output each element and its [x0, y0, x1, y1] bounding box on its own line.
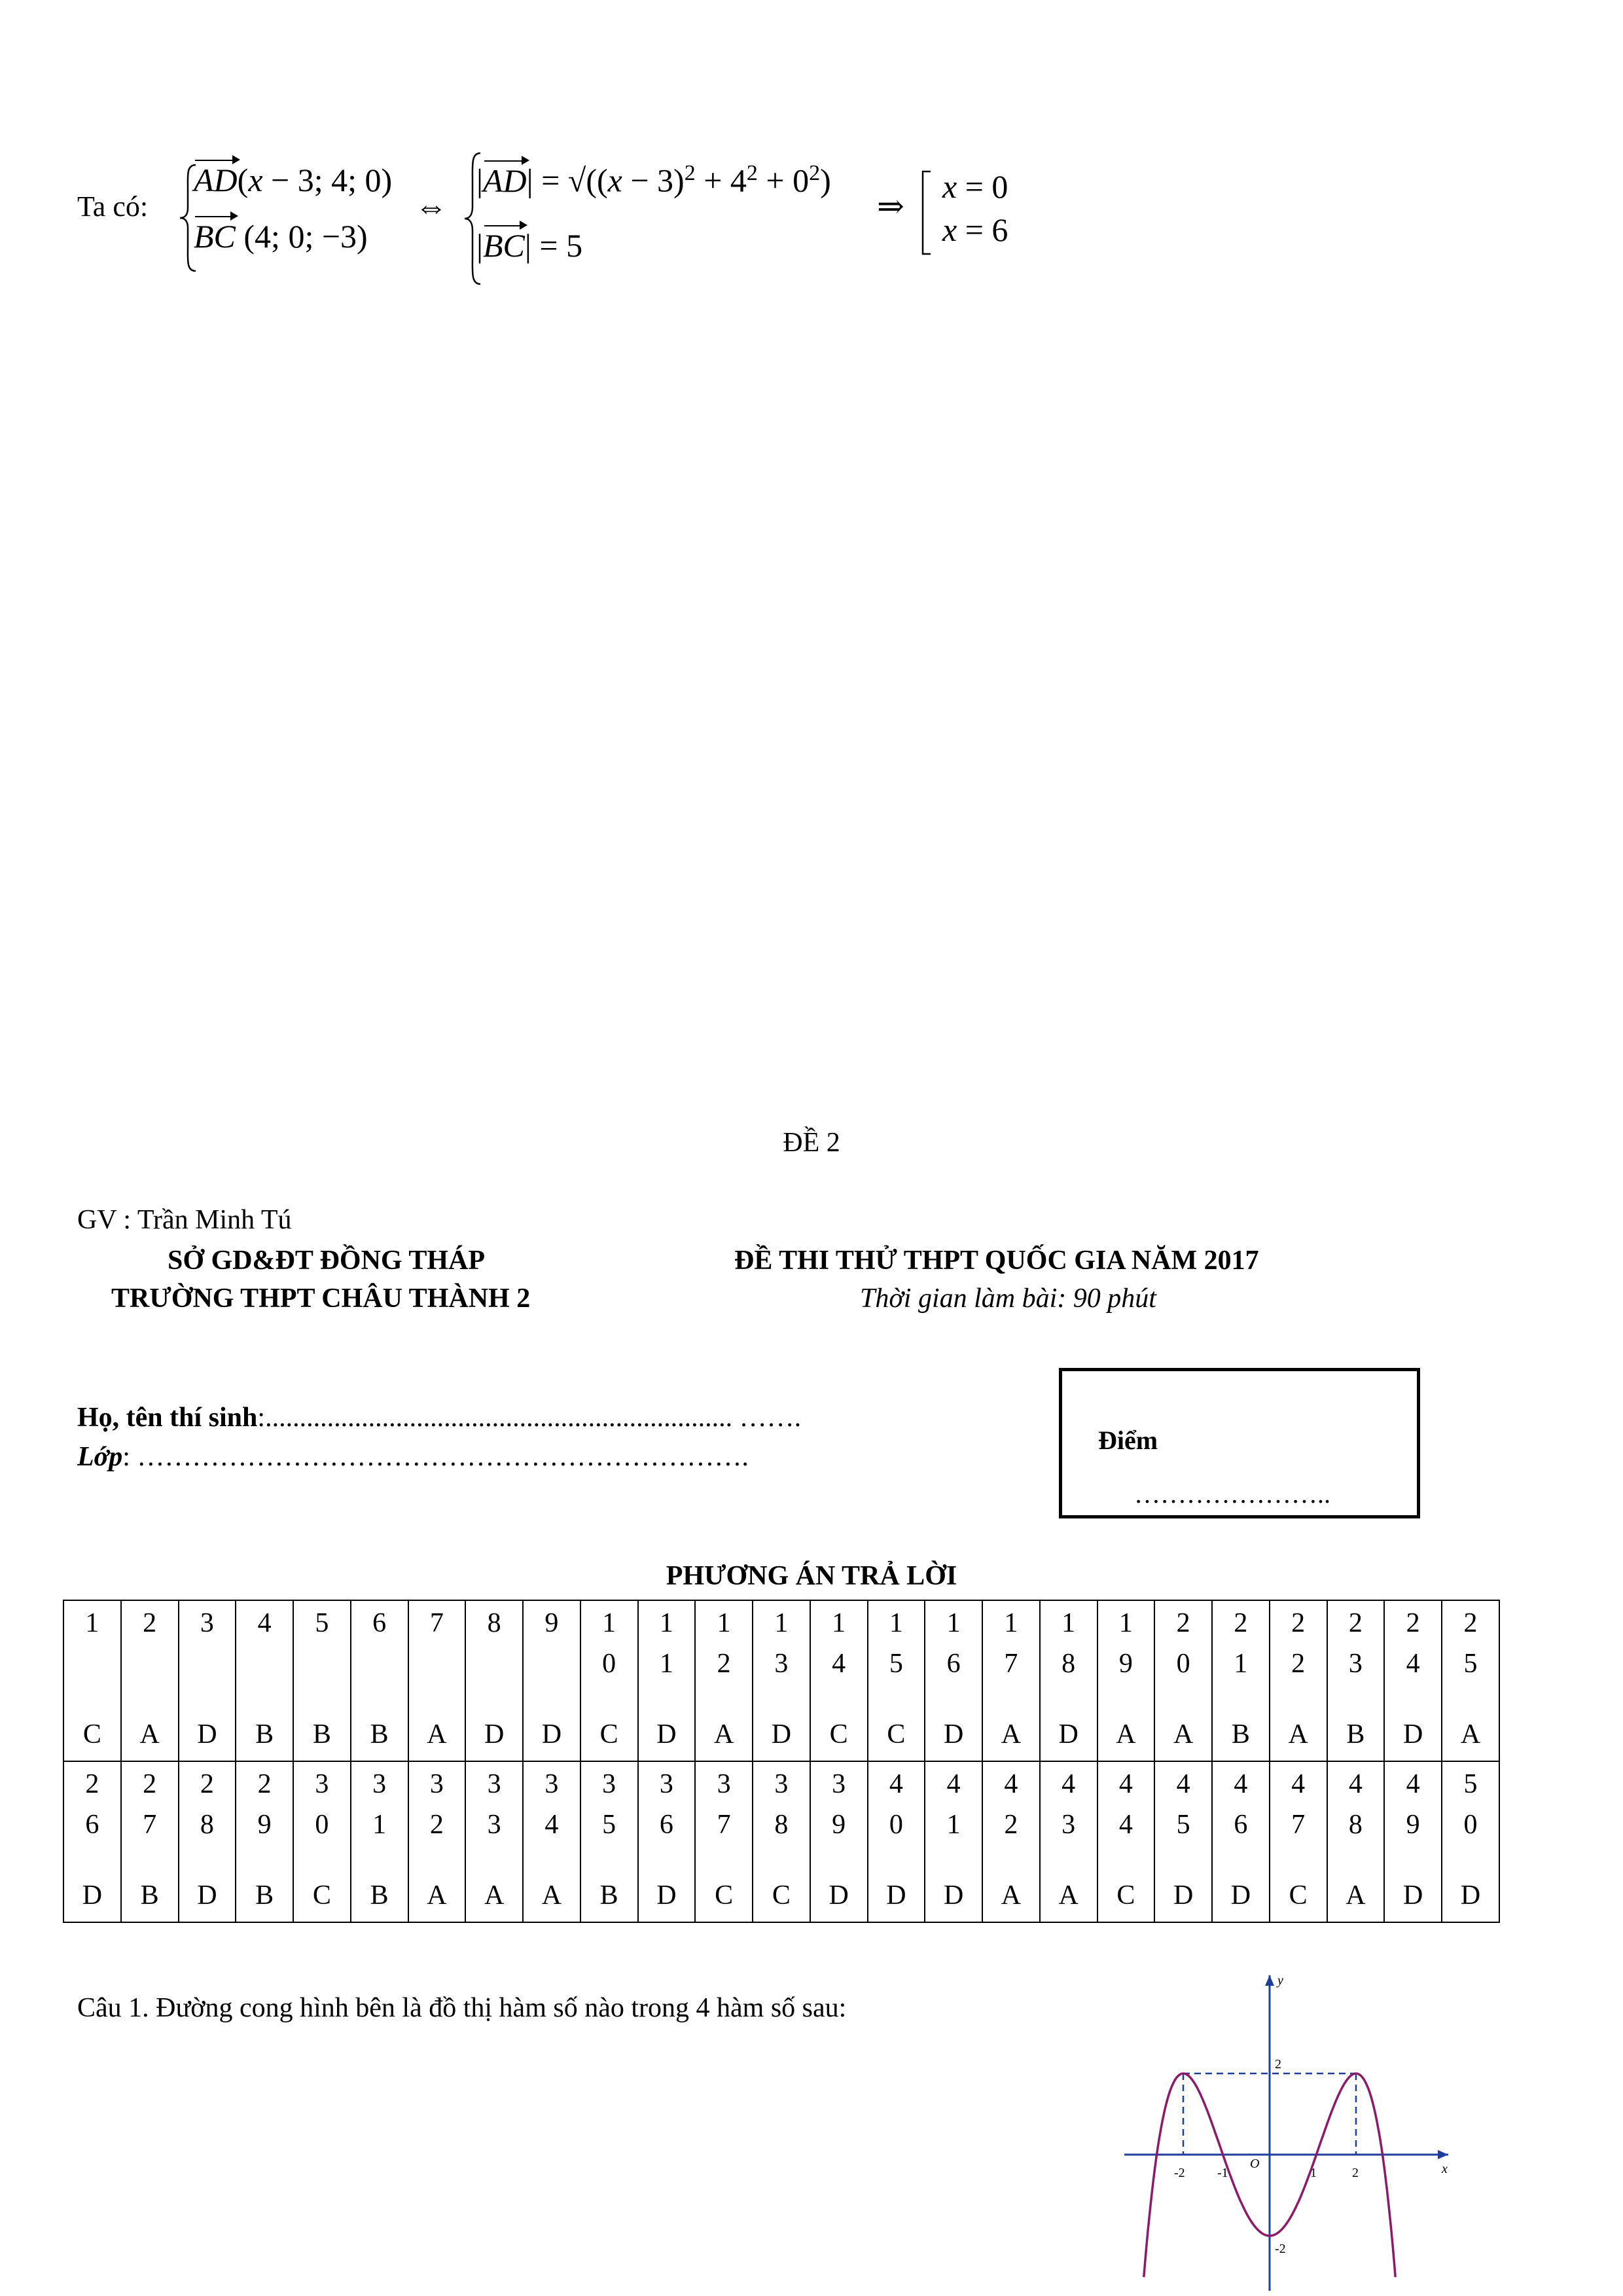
formula-block	[77, 149, 1059, 287]
answer-letter: B	[255, 1880, 274, 1910]
question-number-digit1: 3	[602, 1769, 616, 1799]
question-number-digit2: 4	[1406, 1649, 1420, 1679]
tick-label-xm2: -2	[1174, 2166, 1185, 2180]
question-number-digit1: 4	[889, 1769, 903, 1799]
answer-cell	[580, 1761, 638, 1922]
question-number-digit1: 3	[429, 1769, 444, 1799]
question-number-digit1: 2	[1291, 1608, 1306, 1638]
candidate-name-dots: :.................................................................... …….	[257, 1403, 802, 1433]
question-number-digit1: 4	[257, 1608, 272, 1638]
question-number-digit1: 2	[1406, 1608, 1420, 1638]
origin-label: O	[1250, 2157, 1260, 2171]
question-number-digit1: 3	[717, 1769, 731, 1799]
question-number-digit2: 9	[1406, 1810, 1420, 1840]
question-number-digit1: 4	[1348, 1769, 1363, 1799]
question-number-digit1: 4	[946, 1769, 961, 1799]
answer-cell	[638, 1600, 696, 1761]
answer-letter: A	[713, 1719, 734, 1749]
equivalence-arrow: ⇔	[415, 188, 448, 224]
question-number-digit2: 9	[1118, 1649, 1133, 1679]
answer-cell	[1154, 1761, 1212, 1922]
question-number-digit1: 2	[143, 1769, 157, 1799]
answer-cell	[810, 1600, 868, 1761]
question-number-digit2: 1	[946, 1810, 961, 1840]
answer-letter: B	[140, 1880, 159, 1910]
question-number-digit2: 0	[602, 1649, 616, 1679]
question-number-digit1: 7	[429, 1608, 444, 1638]
question-number-digit1: 2	[257, 1769, 272, 1799]
question-number-digit2: 8	[1061, 1649, 1076, 1679]
question-number-digit1: 1	[85, 1608, 99, 1638]
answer-cell	[925, 1600, 982, 1761]
answer-table	[63, 1600, 1500, 1923]
question-number-digit1: 4	[1234, 1769, 1248, 1799]
answer-letter: D	[943, 1880, 964, 1910]
question-number-digit2: 8	[200, 1810, 214, 1840]
abs-ad-line: $|AD| = √((x - 3)^2 + 4^2 + 0^2)$	[476, 161, 831, 199]
question-number-digit2: 1	[372, 1810, 387, 1840]
question-number-digit1: 1	[1061, 1608, 1076, 1638]
answer-letter: D	[1173, 1880, 1194, 1910]
class-dots: : ………………………………………………………….	[122, 1442, 749, 1472]
question-number-digit2: 9	[832, 1810, 846, 1840]
result-x0: x = 0	[942, 168, 1008, 205]
vector-ad-label: AD	[194, 162, 238, 198]
answer-letter: B	[370, 1880, 389, 1910]
question-number-digit1: 1	[774, 1608, 789, 1638]
answer-cell	[982, 1761, 1040, 1922]
question-number-digit2: 6	[946, 1649, 961, 1679]
answer-letter: B	[312, 1719, 331, 1749]
answer-cell	[1442, 1761, 1499, 1922]
question-number-digit1: 2	[1463, 1608, 1478, 1638]
question-number-digit1: 2	[1348, 1608, 1363, 1638]
question-number-digit2: 1	[1234, 1649, 1248, 1679]
answer-cell	[408, 1761, 466, 1922]
question-number-digit2: 0	[889, 1810, 903, 1840]
score-dots: …………………..	[1134, 1479, 1330, 1509]
abs-bc-line: |BC| = 5	[476, 227, 583, 264]
question-number-digit2: 3	[1348, 1649, 1363, 1679]
exam-name: ĐỀ THI THỬ THPT QUỐC GIA NĂM 2017	[734, 1246, 1259, 1276]
answer-cell	[868, 1761, 925, 1922]
answer-cell	[63, 1600, 121, 1761]
question-number-digit2: 2	[1004, 1810, 1018, 1840]
question-number-digit1: 3	[659, 1769, 673, 1799]
answer-letter: A	[1346, 1880, 1366, 1910]
answer-row-1	[63, 1600, 1499, 1761]
question-number-digit1: 4	[1406, 1769, 1420, 1799]
question-number-digit2: 6	[1234, 1810, 1248, 1840]
question-number-digit2: 2	[717, 1649, 731, 1679]
formula-lead: Ta có:	[77, 190, 149, 223]
question-number-digit2: 2	[1291, 1649, 1306, 1679]
exam-number-title: ĐỀ 2	[783, 1128, 840, 1158]
answer-cell	[868, 1600, 925, 1761]
question-number-digit1: 1	[717, 1608, 731, 1638]
answer-letter: B	[1231, 1719, 1250, 1749]
answer-letter: D	[82, 1880, 103, 1910]
question-number-digit1: 5	[315, 1608, 329, 1638]
answer-cell	[638, 1761, 696, 1922]
question-number-digit2: 8	[774, 1810, 789, 1840]
answer-cell	[1097, 1761, 1155, 1922]
question-number-digit1: 1	[1004, 1608, 1018, 1638]
answer-cell	[351, 1600, 408, 1761]
result-x6: x = 6	[942, 211, 1008, 248]
answer-letter: B	[599, 1880, 618, 1910]
answer-letter: A	[1288, 1719, 1308, 1749]
answer-cell	[982, 1600, 1040, 1761]
answer-cell	[695, 1600, 753, 1761]
answer-cell	[63, 1761, 121, 1922]
answer-letter: A	[484, 1880, 505, 1910]
question-number-digit2: 0	[1463, 1810, 1478, 1840]
function-graph	[1118, 1970, 1458, 2296]
question-number-digit2: 7	[143, 1810, 157, 1840]
answer-letter: D	[829, 1880, 849, 1910]
candidate-name-field[interactable]	[77, 1402, 801, 1433]
answer-cell	[1270, 1761, 1327, 1922]
answer-letter: A	[1460, 1719, 1481, 1749]
answer-cell	[408, 1600, 466, 1761]
question-number-digit1: 1	[946, 1608, 961, 1638]
tick-label-x1: 1	[1310, 2166, 1317, 2180]
answer-cell	[1097, 1600, 1155, 1761]
question-number-digit2: 6	[85, 1810, 99, 1840]
answer-cell	[1270, 1600, 1327, 1761]
question-number-digit2: 3	[1061, 1810, 1076, 1840]
question-number-digit2: 4	[832, 1649, 846, 1679]
answer-cell	[351, 1761, 408, 1922]
department-name: SỞ GD&ĐT ĐỒNG THÁP	[168, 1246, 486, 1276]
answer-letter: C	[772, 1880, 791, 1910]
question-number-digit2: 5	[1176, 1810, 1190, 1840]
answer-cell	[293, 1761, 351, 1922]
answer-cell	[925, 1761, 982, 1922]
question-number-digit1: 1	[602, 1608, 616, 1638]
question-1-text: Câu 1. Đường cong hình bên là đồ thị hàm số nào trong 4 hàm số sau:	[77, 1993, 847, 2023]
question-number-digit1: 2	[1176, 1608, 1190, 1638]
tick-label-xm1: -1	[1217, 2166, 1228, 2180]
implies-arrow: ⇒	[877, 188, 904, 224]
question-number-digit2: 0	[1176, 1649, 1190, 1679]
vector-ad-line: AD(x − 3; 4; 0)	[194, 162, 393, 198]
tick-label-y2: 2	[1275, 2057, 1281, 2072]
question-number-digit1: 1	[1118, 1608, 1133, 1638]
answer-letter: A	[1001, 1880, 1022, 1910]
answer-cell	[753, 1761, 810, 1922]
answer-cell	[1040, 1761, 1097, 1922]
answer-cell	[753, 1600, 810, 1761]
answer-letter: A	[1116, 1719, 1136, 1749]
question-number-digit1: 2	[85, 1769, 99, 1799]
question-number-digit2: 4	[544, 1810, 559, 1840]
question-number-digit1: 4	[1061, 1769, 1076, 1799]
candidate-name-label: Họ, tên thí sinh	[77, 1403, 258, 1433]
class-label: Lớp	[77, 1442, 123, 1472]
answer-letter: D	[886, 1880, 906, 1910]
answer-letter: A	[139, 1719, 160, 1749]
answer-letter: C	[82, 1719, 101, 1749]
question-number-digit2: 4	[1118, 1810, 1133, 1840]
answer-cell	[1212, 1761, 1270, 1922]
answer-letter: C	[312, 1880, 331, 1910]
answer-cell	[465, 1600, 523, 1761]
question-number-digit2: 7	[717, 1810, 731, 1840]
vector-bc-label: BC	[194, 218, 236, 255]
answer-cell	[523, 1600, 580, 1761]
question-number-digit1: 3	[315, 1769, 329, 1799]
answer-cell	[293, 1600, 351, 1761]
tick-label-x2: 2	[1352, 2166, 1359, 2180]
question-number-digit1: 1	[659, 1608, 673, 1638]
answer-letter: C	[715, 1880, 734, 1910]
answer-letter: A	[1173, 1719, 1194, 1749]
question-number-digit2: 7	[1004, 1649, 1018, 1679]
answer-cell	[236, 1600, 293, 1761]
question-number-digit2: 0	[315, 1810, 329, 1840]
y-axis-label: y	[1277, 1973, 1283, 1988]
question-number-digit1: 9	[544, 1608, 559, 1638]
answer-cell	[1384, 1761, 1442, 1922]
question-number-digit2: 9	[257, 1810, 272, 1840]
tick-label-ym2: -2	[1275, 2242, 1286, 2256]
answer-cell	[1212, 1600, 1270, 1761]
score-label: Điểm	[1098, 1426, 1158, 1455]
question-number-digit2: 1	[659, 1649, 673, 1679]
answer-letter: C	[1289, 1880, 1308, 1910]
answer-cell	[179, 1600, 236, 1761]
answer-letter: D	[484, 1719, 505, 1749]
answer-cell	[810, 1761, 868, 1922]
answer-letter: C	[887, 1719, 906, 1749]
question-number-digit1: 3	[544, 1769, 559, 1799]
answer-letter: A	[427, 1880, 447, 1910]
exam-duration: Thời gian làm bài: 90 phút	[860, 1283, 1156, 1314]
question-number-digit2: 2	[429, 1810, 444, 1840]
answer-letter: D	[197, 1880, 217, 1910]
answer-cell	[465, 1761, 523, 1922]
answer-letter: D	[541, 1719, 562, 1749]
question-number-digit1: 8	[487, 1608, 501, 1638]
question-number-digit1: 4	[1291, 1769, 1306, 1799]
question-number-digit1: 3	[372, 1769, 387, 1799]
question-number-digit1: 5	[1463, 1769, 1478, 1799]
answer-cell	[1327, 1761, 1385, 1922]
question-number-digit1: 3	[774, 1769, 789, 1799]
answer-letter: D	[656, 1719, 677, 1749]
question-number-digit2: 5	[1463, 1649, 1478, 1679]
question-number-digit2: 8	[1348, 1810, 1363, 1840]
answer-letter: D	[1058, 1719, 1079, 1749]
x-axis-label: x	[1442, 2162, 1448, 2176]
question-number-digit1: 3	[832, 1769, 846, 1799]
question-number-digit2: 3	[774, 1649, 789, 1679]
result-bracket	[920, 170, 933, 255]
answer-letter: C	[829, 1719, 848, 1749]
answer-cell	[523, 1761, 580, 1922]
question-number-digit1: 2	[1234, 1608, 1248, 1638]
answer-letter: B	[1346, 1719, 1365, 1749]
teacher-name: GV : Trần Minh Tú	[77, 1205, 292, 1235]
answer-letter: D	[771, 1719, 792, 1749]
answer-cell	[695, 1761, 753, 1922]
answer-cell	[121, 1600, 179, 1761]
answer-cell	[580, 1600, 638, 1761]
answer-row-2	[63, 1761, 1499, 1922]
x-axis-arrow	[1438, 2150, 1448, 2159]
answer-letter: B	[255, 1719, 274, 1749]
answer-letter: A	[427, 1719, 447, 1749]
question-number-digit1: 1	[832, 1608, 846, 1638]
score-box	[1059, 1368, 1420, 1518]
y-axis-arrow	[1265, 1975, 1274, 1986]
question-number-digit1: 3	[487, 1769, 501, 1799]
answer-cell	[1327, 1600, 1385, 1761]
answer-letter: D	[1230, 1880, 1251, 1910]
question-number-digit2: 5	[602, 1810, 616, 1840]
answer-cell	[1384, 1600, 1442, 1761]
answer-letter: D	[1460, 1880, 1481, 1910]
answer-cell	[1442, 1600, 1499, 1761]
school-name: TRƯỜNG THPT CHÂU THÀNH 2	[111, 1283, 531, 1314]
answer-cell	[1040, 1600, 1097, 1761]
question-number-digit1: 2	[200, 1769, 214, 1799]
question-number-digit2: 7	[1291, 1810, 1306, 1840]
answer-letter: A	[1001, 1719, 1022, 1749]
answer-letter: D	[197, 1719, 217, 1749]
question-number-digit2: 5	[889, 1649, 903, 1679]
question-number-digit1: 4	[1118, 1769, 1133, 1799]
vector-bc-line: BC (4; 0; −3)	[194, 218, 368, 255]
question-number-digit2: 3	[487, 1810, 501, 1840]
question-number-digit1: 4	[1176, 1769, 1190, 1799]
answer-letter: A	[1058, 1880, 1079, 1910]
question-number-digit1: 4	[1004, 1769, 1018, 1799]
answer-letter: D	[656, 1880, 677, 1910]
question-number-digit2: 6	[659, 1810, 673, 1840]
answer-cell	[236, 1761, 293, 1922]
answer-letter: C	[599, 1719, 618, 1749]
question-number-digit1: 2	[143, 1608, 157, 1638]
answer-letter: D	[943, 1719, 964, 1749]
answer-cell	[1154, 1600, 1212, 1761]
question-number-digit1: 1	[889, 1608, 903, 1638]
answer-cell	[121, 1761, 179, 1922]
answer-letter: B	[370, 1719, 389, 1749]
question-number-digit1: 3	[200, 1608, 214, 1638]
answer-letter: D	[1402, 1719, 1423, 1749]
answer-cell	[179, 1761, 236, 1922]
answers-heading: PHƯƠNG ÁN TRẢ LỜI	[666, 1561, 957, 1591]
question-number-digit1: 6	[372, 1608, 387, 1638]
class-field[interactable]	[77, 1441, 749, 1473]
answer-letter: A	[541, 1880, 562, 1910]
answer-letter: D	[1402, 1880, 1423, 1910]
answer-letter: C	[1116, 1880, 1135, 1910]
